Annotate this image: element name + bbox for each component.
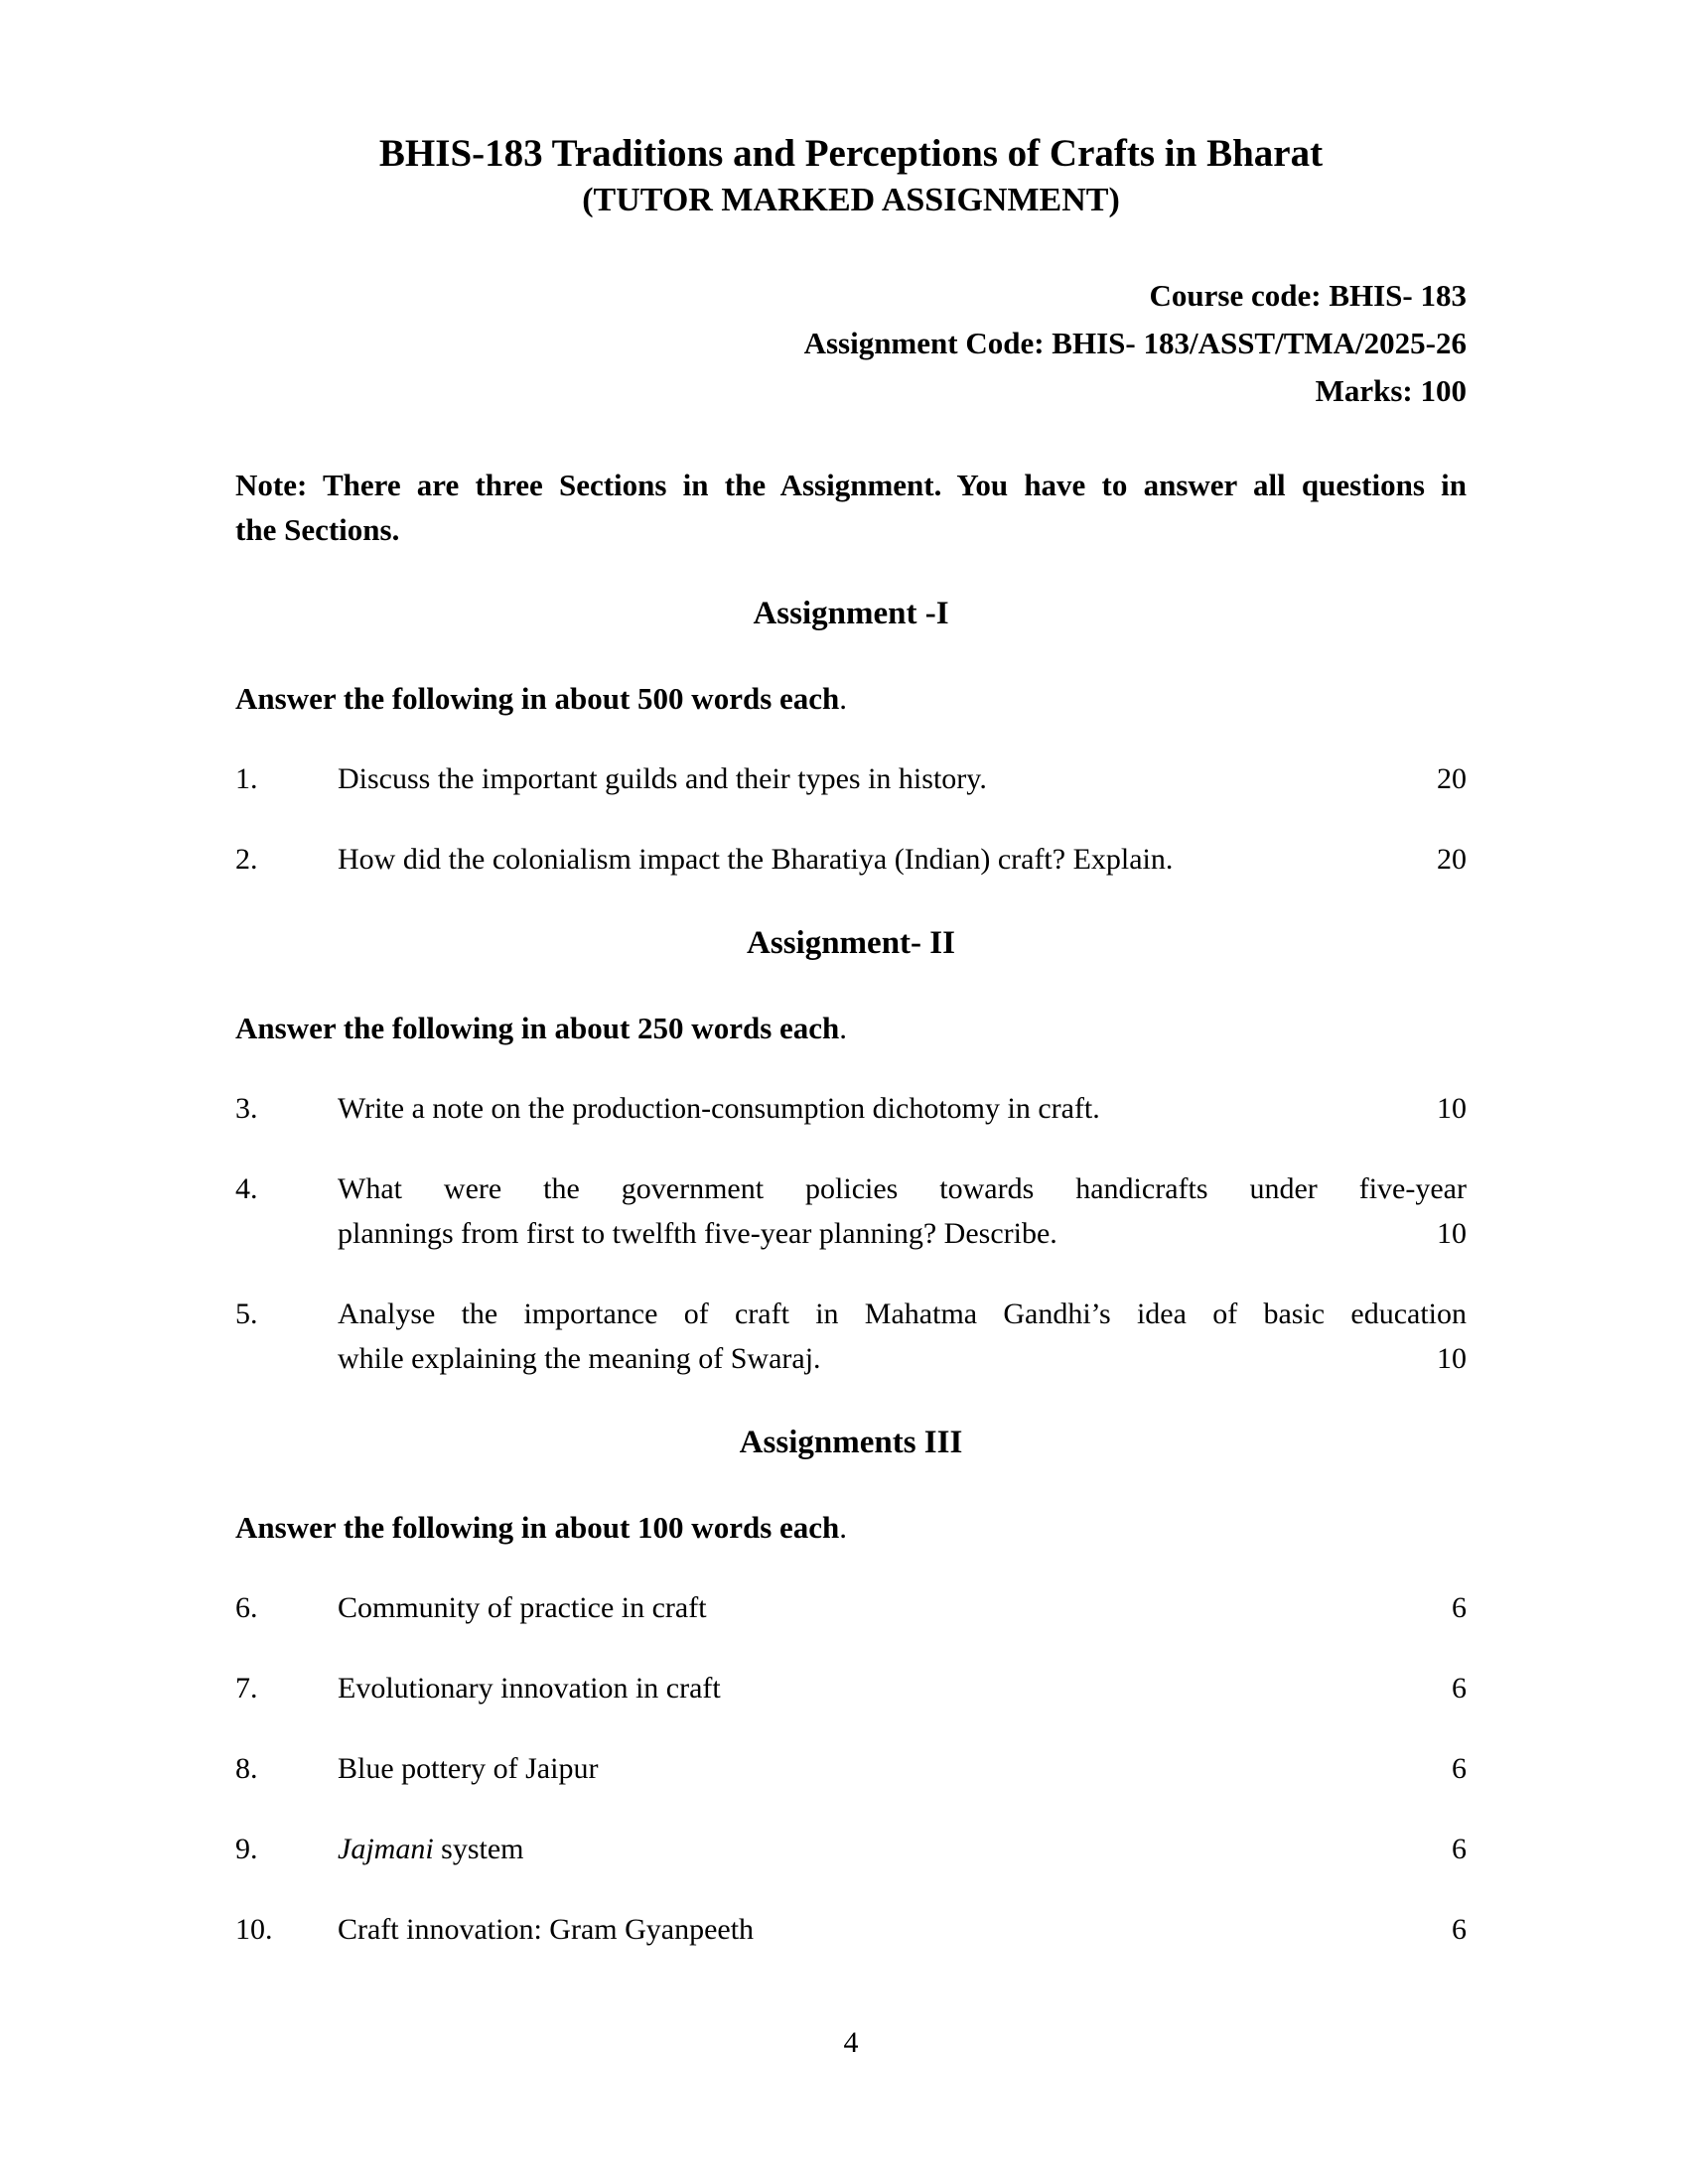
question-text (338, 1585, 707, 1630)
note (235, 463, 1467, 552)
question-text-segment: Community of practice in craft (338, 1591, 707, 1624)
question-mark: 6 (1452, 1591, 1467, 1624)
question-number: 8. (235, 1752, 258, 1785)
question-text (338, 1827, 524, 1871)
question-mark: 10 (1437, 1342, 1467, 1375)
course-code-line: Course code: BHIS- 183 (1149, 278, 1467, 313)
question-text (338, 756, 987, 801)
question-body (338, 1585, 1467, 1630)
question-mark: 6 (1452, 1913, 1467, 1946)
question-text-segment: Blue pottery of Jaipur (338, 1752, 599, 1785)
question-line (338, 756, 1467, 801)
question-line (338, 1292, 1467, 1336)
question-body (338, 756, 1467, 801)
question-mark: 10 (1437, 1217, 1467, 1250)
question-row (235, 1746, 1467, 1791)
page-number: 4 (843, 2026, 859, 2059)
question-line (338, 837, 1467, 882)
question-line (338, 1166, 1467, 1211)
question-body (338, 1086, 1467, 1131)
note-line: Note: There are three Sections in the Assignment. You have to answer all questions in (235, 468, 1467, 502)
section-instruction (235, 1006, 1467, 1050)
question-body (338, 1827, 1467, 1871)
question-number: 7. (235, 1672, 258, 1705)
question-text-segment: Evolutionary innovation in craft (338, 1672, 721, 1705)
question-text-segment: Analyse the importance of craft in Mahatma Gandhi’s idea of basic education (338, 1297, 1467, 1330)
section-instruction-text: Answer the following in about 100 words each (235, 1510, 840, 1545)
question-number: 5. (235, 1297, 258, 1330)
question-number: 2. (235, 843, 258, 876)
question-text-segment: Jajmani (338, 1833, 434, 1865)
question-mark: 6 (1452, 1833, 1467, 1865)
question-number: 10. (235, 1913, 273, 1946)
question-text-segment: while explaining the meaning of Swaraj. (338, 1342, 821, 1375)
question-row (235, 837, 1467, 882)
question-body (338, 1746, 1467, 1791)
question-line (338, 1666, 1467, 1710)
section-instruction-period: . (839, 1011, 848, 1045)
question-text-segment: system (433, 1833, 524, 1865)
question-row (235, 1666, 1467, 1710)
question-row (235, 756, 1467, 801)
question-mark: 6 (1452, 1672, 1467, 1705)
question-row (235, 1086, 1467, 1131)
document-subtitle: (TUTOR MARKED ASSIGNMENT) (582, 182, 1120, 218)
meta-block (235, 272, 1467, 415)
question-text-segment: Write a note on the production-consumption dichotomy in craft. (338, 1092, 1100, 1125)
question-mark: 10 (1437, 1092, 1467, 1125)
question-line (338, 1585, 1467, 1630)
question-body (338, 1666, 1467, 1710)
note-line: the Sections. (235, 512, 400, 547)
question-body (338, 1907, 1467, 1952)
question-line (338, 1746, 1467, 1791)
question-text-segment: Craft innovation: Gram Gyanpeeth (338, 1913, 755, 1946)
question-text (338, 1211, 1057, 1256)
question-row (235, 1827, 1467, 1871)
question-text-segment: plannings from first to twelfth five-year planning? Describe. (338, 1217, 1057, 1250)
section-heading: Assignment- II (747, 925, 955, 961)
question-text (338, 1297, 1467, 1330)
question-number: 6. (235, 1591, 258, 1624)
question-row (235, 1166, 1467, 1256)
question-mark: 6 (1452, 1752, 1467, 1785)
question-text (338, 1172, 1467, 1205)
question-text (338, 1907, 754, 1952)
document-title: BHIS-183 Traditions and Perceptions of Crafts in Bharat (378, 132, 1324, 175)
question-text-segment: What were the government policies towards handicrafts under five-year (338, 1172, 1467, 1205)
question-text-segment: How did the colonialism impact the Bharatiya (Indian) craft? Explain. (338, 843, 1174, 876)
question-line (338, 1211, 1467, 1256)
assignment-code-line: Assignment Code: BHIS- 183/ASST/TMA/2025-26 (803, 326, 1467, 360)
section-heading: Assignments III (739, 1425, 963, 1460)
section-instruction (235, 1505, 1467, 1550)
section-instruction-period: . (839, 1510, 848, 1545)
question-number: 3. (235, 1092, 258, 1125)
question-text (338, 1336, 821, 1381)
question-line (338, 1907, 1467, 1952)
question-number: 1. (235, 762, 258, 795)
sections-container (235, 592, 1467, 1952)
question-text (338, 1746, 598, 1791)
question-row (235, 1585, 1467, 1630)
section-heading: Assignment -I (753, 596, 949, 631)
question-text-segment: Discuss the important guilds and their types in history. (338, 762, 987, 795)
question-line (338, 1336, 1467, 1381)
question-row (235, 1907, 1467, 1952)
question-text (338, 1666, 721, 1710)
question-mark: 20 (1437, 762, 1467, 795)
section-instruction (235, 676, 1467, 721)
section-instruction-period: . (839, 681, 848, 716)
question-body (338, 1166, 1467, 1256)
section-instruction-text: Answer the following in about 250 words each (235, 1011, 840, 1045)
question-body (338, 1292, 1467, 1381)
question-body (338, 837, 1467, 882)
question-text (338, 837, 1173, 882)
marks-line: Marks: 100 (1315, 373, 1467, 408)
question-mark: 20 (1437, 843, 1467, 876)
question-row (235, 1292, 1467, 1381)
question-line (338, 1827, 1467, 1871)
question-text (338, 1086, 1100, 1131)
question-number: 9. (235, 1833, 258, 1865)
question-line (338, 1086, 1467, 1131)
question-number: 4. (235, 1172, 258, 1205)
section-instruction-text: Answer the following in about 500 words each (235, 681, 840, 716)
